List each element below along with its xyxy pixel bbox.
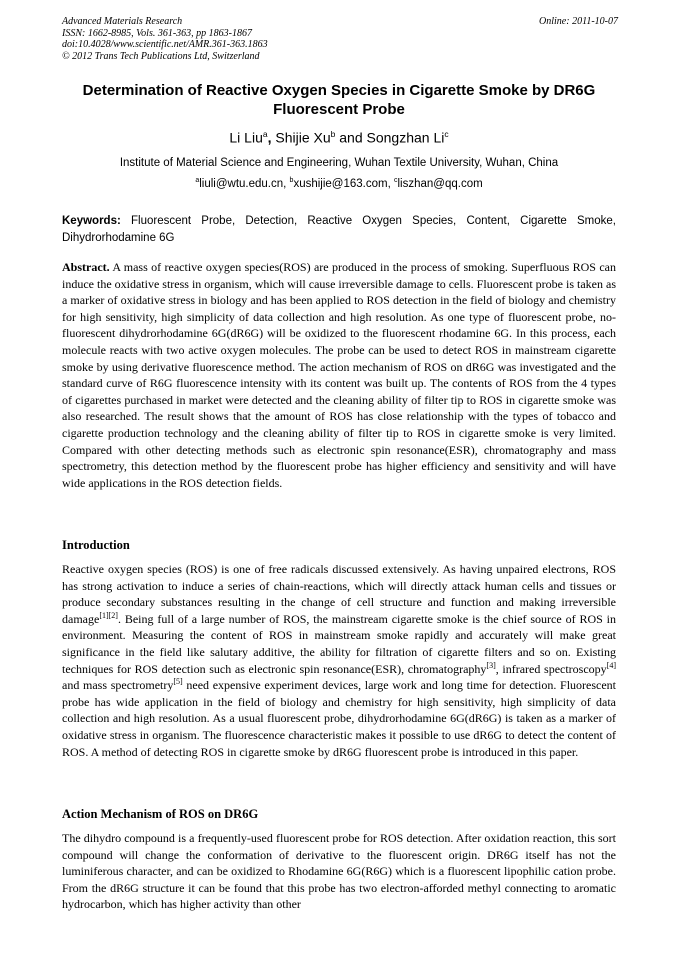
abstract-text: A mass of reactive oxygen species(ROS) are produced in the process of smoking. Superfluous ROS can induce the oxidative stress in organism, which will cause irreversible damage to cells. Fluorescent probe is taken as a marker of oxidative stress in biology and has been applied to ROS detection in the field of biology and chemistry for high sensitivity, high simplicity of data collection and high resolution. As one type of fluorescent probe, no-fluorescent dihydrorhodamine 6G(dR6G) will be oxidized to the fluorescent rhodamine 6G. In this process, each molecule reacts with two active oxygen molecules. The probe can be used to detect ROS in mainstream cigarette smoke by using derivative fluorescence method. The action mechanism of ROS on dR6G was investigated and the standard curve of R6G fluorescence intensity with its content was built up. The contents of ROS from the 4 types of cigarettes purchased in market were detected and the cleaning ability of filter tip to ROS in cigarette smoke was also researched. The result shows that the amount of ROS has close relationship with the types of tobacco and cigarette production technology and the cleaning ability of filter tip to ROS in cigarette smoke is very limited. Compared with other detecting methods such as electronic spin resonance(ESR), chromatography and mass spectrometry, this detection method by the fluorescent probe has higher efficiency and sensitivity and will have wide applications in the ROS detection fields. — [62, 260, 616, 490]
email-1-sup: a — [195, 177, 200, 184]
intro-text-3: , infrared spectroscopy — [495, 661, 607, 676]
intro-text-1: Reactive oxygen species (ROS) is one of free radicals discussed extensively. As having unpaired electrons, ROS has strong activation to induce a series of chain-reactions, which will directly attack human cells and tissues or produce secondary substances resulting in the change of cell structure and function and making irreversible damage — [62, 562, 616, 626]
affiliation: Institute of Material Science and Engineering, Wuhan Textile University, Wuhan, China — [119, 157, 559, 169]
email-3-sup: c — [393, 177, 398, 184]
author-3: Songzhan Li — [366, 129, 445, 146]
intro-ref-4[interactable]: [5] — [173, 677, 183, 687]
abstract-block — [62, 259, 616, 491]
keywords-label: Keywords: — [62, 215, 121, 227]
author-list — [0, 129, 678, 146]
intro-ref-3[interactable]: [4] — [606, 660, 617, 670]
author-1: Li Liu — [229, 129, 263, 146]
author-2-sup: b — [330, 129, 336, 139]
author-sep-1: , — [267, 129, 276, 146]
doi-line[interactable]: doi:10.4028/www.scientific.net/AMR.361-363.1863 — [62, 39, 268, 50]
intro-ref-1[interactable]: [1][2] — [99, 610, 118, 620]
journal-header — [62, 16, 618, 62]
action-mechanism-heading: Action Mechanism of ROS on DR6G — [62, 807, 259, 821]
keywords-block — [62, 213, 616, 246]
keywords-text: Fluorescent Probe, Detection, Reactive Oxygen Species, Content, Cigarette Smoke, Dihydrorhodamine 6G — [62, 215, 616, 244]
author-1-sup: a — [262, 129, 268, 139]
author-sep-2: and — [335, 129, 367, 146]
email-3[interactable]: liszhan@qq.com — [397, 177, 483, 190]
intro-ref-2[interactable]: [3] — [486, 660, 496, 670]
email-1[interactable]: liuli@wtu.edu.cn, — [199, 177, 290, 190]
paper-title — [50, 82, 628, 119]
abstract-label: Abstract. — [62, 260, 110, 274]
journal-name: Advanced Materials Research — [62, 16, 183, 27]
author-2: Shijie Xu — [275, 129, 331, 146]
online-date: Online: 2011-10-07 — [539, 16, 618, 27]
intro-text-2: . Being full of a large number of ROS, the mainstream cigarette smoke is the chief source of ROS in environment. Measuring the content of ROS in mainstream smoke rapidly and accurately will make great significance in the field like salutary additive, the ability for filtration of cigarette filters and so on. Existing techniques for ROS detection such as electronic spin resonance(ESR), chromatography — [62, 611, 616, 676]
intro-text-4: and mass spectrometry — [62, 678, 174, 693]
title-line-1: Determination of Reactive Oxygen Species in Cigarette Smoke by DR6G — [82, 82, 596, 99]
intro-text-5: need expensive experiment devices, large work and long time for detection. Fluorescent probe has wide application in the field of biology and chemistry for high sensitivity, high simplicity of data collection and high resolution. As a usual fluorescent probe, dihydrorhodamine 6G(dR6G) is taken as a marker of oxidative stress in organism. The fluorescence characteristic makes it possible to use dR6G to detect the content of ROS. A method of detecting ROS in cigarette smoke by dR6G fluorescent probe is introduced in this paper. — [62, 678, 616, 759]
email-list — [0, 177, 678, 190]
issn-line: ISSN: 1662-8985, Vols. 361-363, pp 1863-1867 — [62, 27, 252, 39]
action-mechanism-paragraph: The dihydro compound is a frequently-used fluorescent probe for ROS detection. After oxidation reaction, this sort compound will change the conformation of derivative to the fluorescent origin. DR6G itself has not the luminiferous character, and can be oxidized to Rhodamine 6G(R6G) which is a fluorescent lipophilic cation probe. From the dR6G structure it can be found that this probe has two electron-afforded methyl connecting to aromatic hydrocarbon, which has higher activity than other — [62, 831, 616, 912]
introduction-heading: Introduction — [62, 538, 130, 552]
author-3-sup: c — [444, 129, 449, 139]
email-2-sup: b — [289, 177, 294, 184]
title-line-2: Fluorescent Probe — [273, 100, 405, 118]
email-2[interactable]: xushijie@163.com, — [293, 177, 394, 190]
copyright-line: © 2012 Trans Tech Publications Ltd, Switzerland — [62, 50, 260, 62]
introduction-paragraph — [62, 561, 616, 760]
